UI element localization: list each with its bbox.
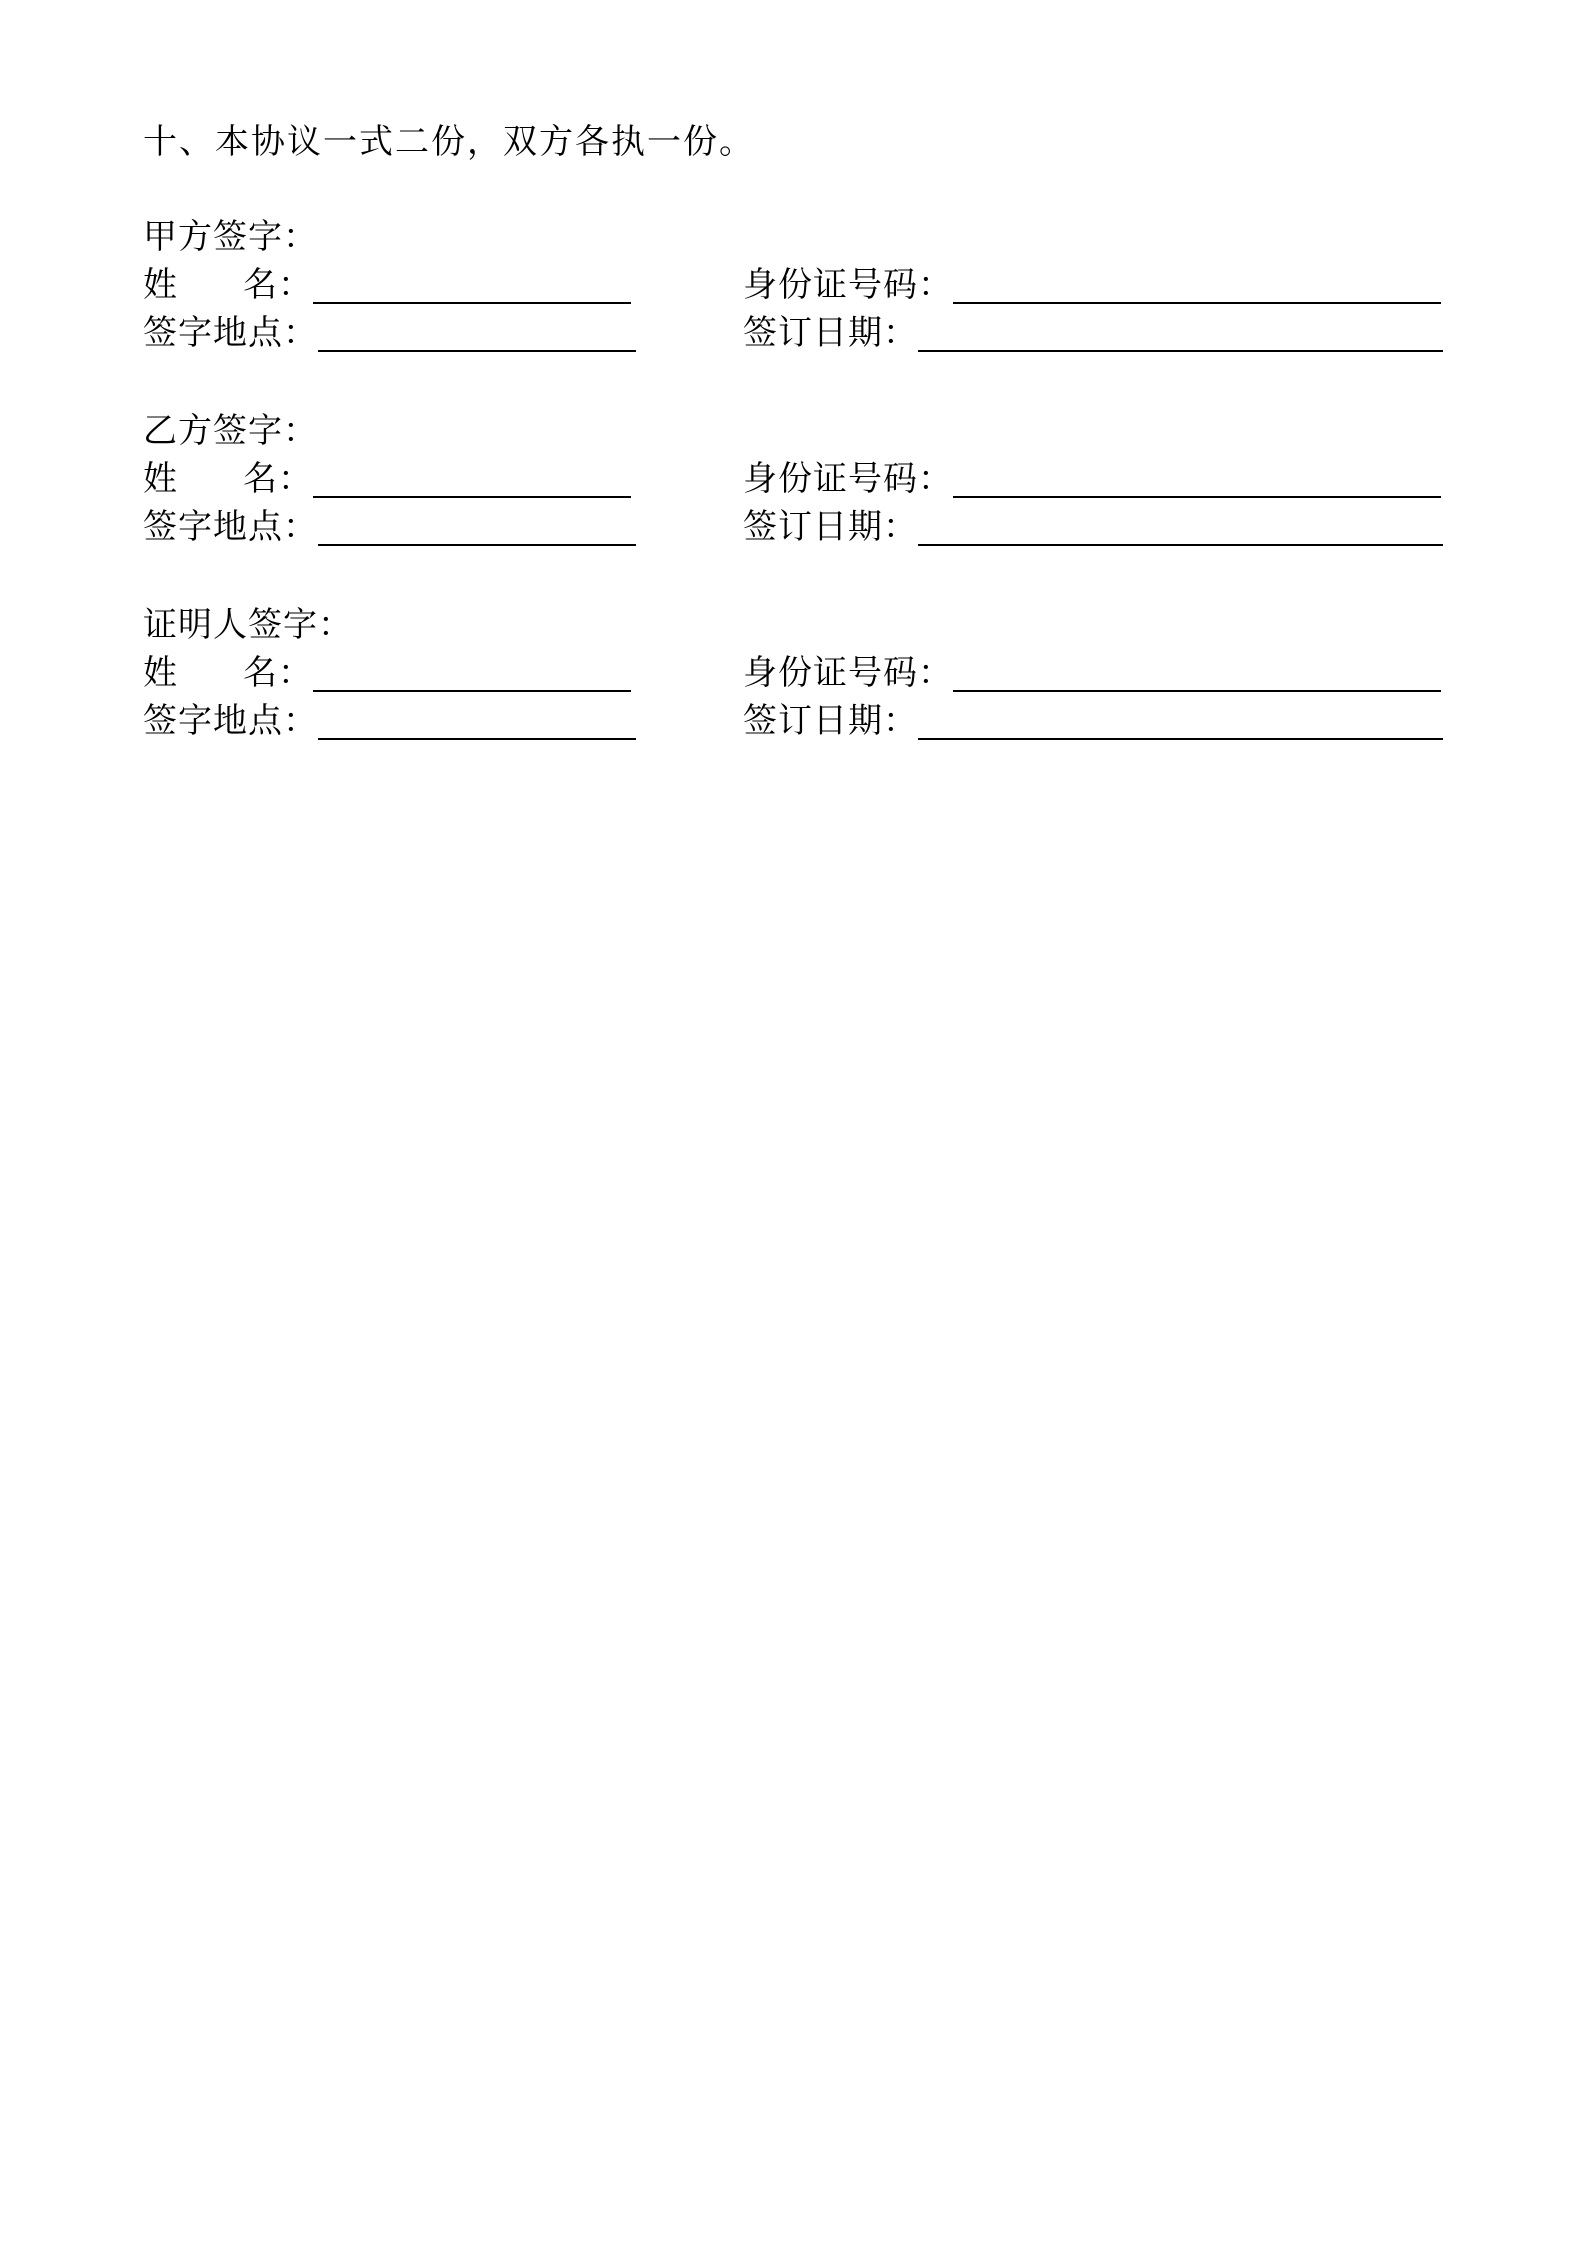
party-a-date-line[interactable] [918,314,1443,352]
sign-place-label: 签字地点： [143,701,318,741]
party-a-row-name [143,261,1463,309]
sign-place-label: 签字地点： [143,313,318,353]
witness-row-place [143,697,1463,745]
witness-id-line[interactable] [953,654,1441,692]
party-b-place-line[interactable] [318,508,636,546]
id-number-label: 身份证号码： [743,265,953,305]
party-b-row-name [143,455,1463,503]
party-a-place-line[interactable] [318,314,636,352]
party-a-row-place [143,309,1463,357]
party-a-id-line[interactable] [953,266,1441,304]
party-b-title: 乙方签字： [143,411,318,451]
witness-name-line[interactable] [313,654,631,692]
party-b-signature-block [143,407,1463,551]
sign-date-label: 签订日期： [743,701,918,741]
witness-title: 证明人签字： [143,605,353,645]
witness-date-line[interactable] [918,702,1443,740]
name-label: 姓 名： [143,265,313,305]
sign-date-label: 签订日期： [743,507,918,547]
witness-row-name [143,649,1463,697]
clause-ten: 十、本协议一式二份，双方各执一份。 [143,122,755,162]
party-a-name-line[interactable] [313,266,631,304]
party-b-name-line[interactable] [313,460,631,498]
id-number-label: 身份证号码： [743,459,953,499]
party-b-id-line[interactable] [953,460,1441,498]
name-label: 姓 名： [143,459,313,499]
name-label: 姓 名： [143,653,313,693]
witness-place-line[interactable] [318,702,636,740]
party-b-row-place [143,503,1463,551]
party-a-title: 甲方签字： [143,217,318,257]
witness-signature-block [143,601,1463,745]
sign-place-label: 签字地点： [143,507,318,547]
party-a-signature-block [143,213,1463,357]
sign-date-label: 签订日期： [743,313,918,353]
party-b-date-line[interactable] [918,508,1443,546]
id-number-label: 身份证号码： [743,653,953,693]
